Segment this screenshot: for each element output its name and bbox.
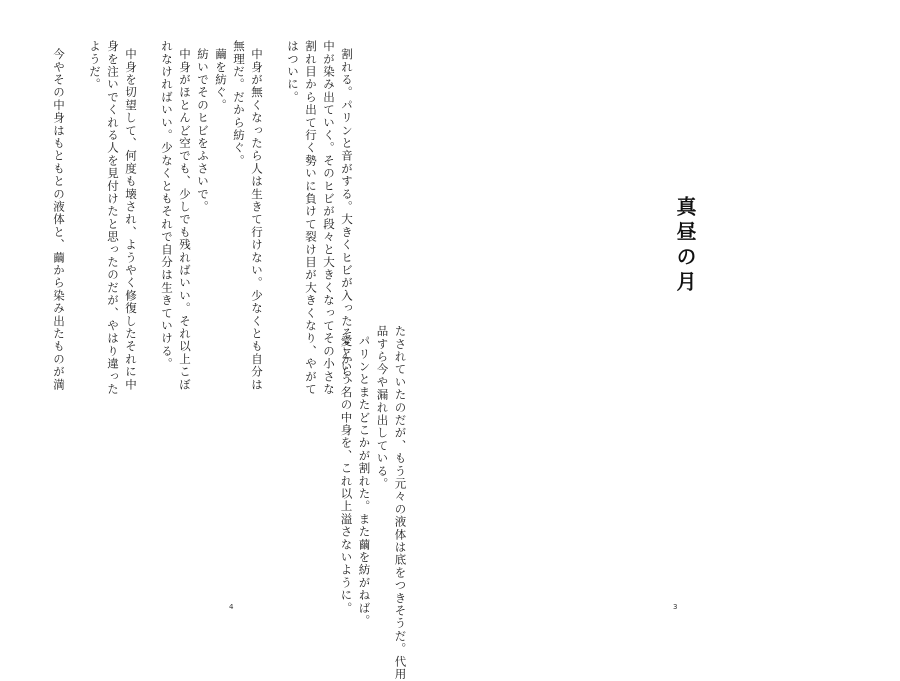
text-line: 紡いでそのヒビをふさいで。 bbox=[196, 48, 210, 214]
text-line: 繭を紡ぐ。 bbox=[214, 48, 228, 112]
text-line: たされていたのだが、もう元々の液体は底をつきそうだ。代用 bbox=[393, 325, 408, 681]
text-line: 割れる。パリンと音がする。大きくヒビが入ったそこから、 bbox=[340, 48, 354, 391]
text-line: 中身が無くなったら人は生きて行けない。少なくとも自分は bbox=[250, 48, 264, 391]
text-line: 中が染み出ていく。そのヒビが段々と大きくなってその小さな bbox=[322, 40, 336, 396]
text-line: れなければいい。少なくともそれで自分は生きていける。 bbox=[160, 40, 174, 371]
left-page bbox=[0, 0, 450, 628]
text-line: 今やその中身はもともとの液体と、繭から染み出たものが満 bbox=[52, 48, 66, 391]
text-line: ようだ。 bbox=[88, 40, 102, 91]
text-line: 愛という名の中身を、これ以上溢さないように。 bbox=[339, 335, 354, 615]
text-line: 割れ目から出て行く勢いに負けて裂け目が大きくなり、やがて bbox=[304, 40, 318, 396]
text-line: パリンとまたどこかが割れた。また繭を紡がねば。 bbox=[357, 335, 372, 628]
text-line: 中身を切望して、何度も壊され、ようやく修復したそれに中 bbox=[124, 48, 138, 391]
text-line: 品すら今や漏れ出している。 bbox=[375, 325, 390, 491]
text-line: はついに。 bbox=[286, 40, 300, 104]
text-line: 無理だ。だから紡ぐ。 bbox=[232, 40, 246, 167]
chapter-title: 真昼の月 bbox=[673, 196, 697, 296]
text-line: 中身がほとんど空でも、少しでも残ればいい。それ以上こぼ bbox=[178, 48, 192, 391]
page-number: 4 bbox=[229, 603, 234, 611]
page-number: 3 bbox=[673, 603, 678, 611]
text-line: 身を注いでくれる人を見付けたと思ったのだが、やはり違った bbox=[106, 40, 120, 396]
